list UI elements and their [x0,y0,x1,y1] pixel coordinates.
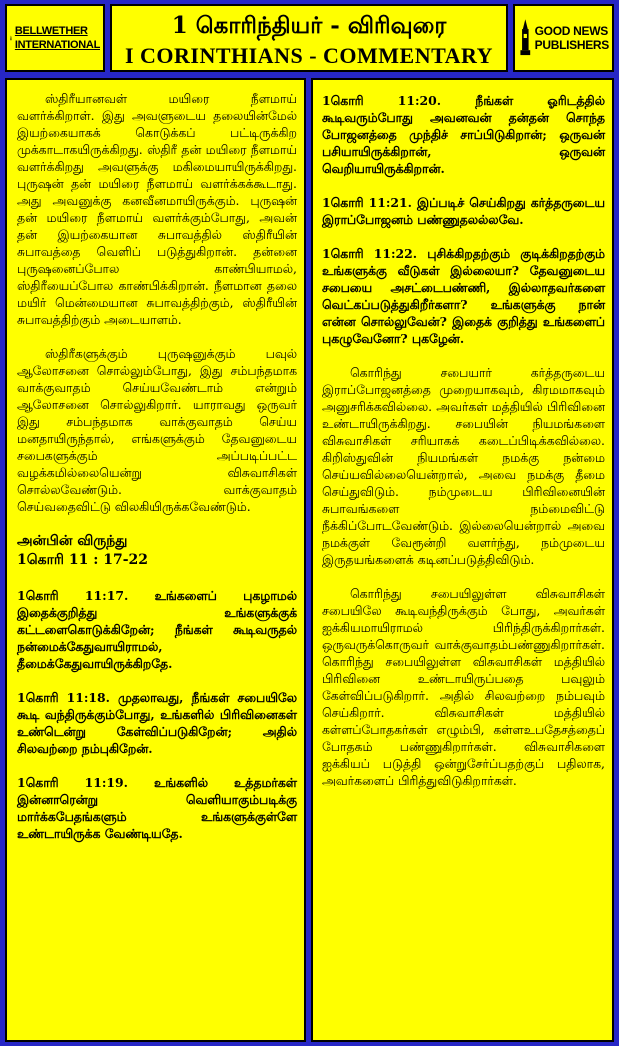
right-column [311,78,614,1042]
verse-text: 1கொரி 11:20. நீங்கள் ஓரிடத்தில் கூடிவரும்போது அவனவன் தன்தன் சொந்த போஜனத்தை முந்திச் சாப்பிடுகிறான்; ஒருவன் பசியாயிருக்கிறான், ஒருவன் வெறியாயிருக்கிறான். [322,93,605,176]
tower-icon [518,13,533,63]
commentary-paragraph: ஸ்திரீகளுக்கும் புருஷனுக்கும் பவுல் ஆலோசனை சொல்லும்போது, இது சம்பந்தமாக வாக்குவாதம் செய்யவேண்டாம் என்றும் ஆலோசனை சொல்லுகிறார். யாராவது ஒருவர் இது சம்பந்தமாக வாக்குவாதம் செய்ய மனதாயிருந்தால், எங்களுக்கும் தேவனுடைய சபைகளுக்கும் அப்படிப்பட்ட வழக்கமில்லையென்று விசுவாசிகள் சொல்லவேண்டும். வாக்குவாதம் செய்வதைவிட்டு விலகியிருக்கவேண்டும். [17,346,297,514]
logo-left-line1: BELLWETHER [14,25,88,37]
page-title-tamil: 1 கொரிந்தியர் - விரிவுரை [171,12,447,39]
logo-good-news [513,4,614,72]
logo-left-line2: INTERNATIONAL [14,39,100,51]
logo-right-line2: PUBLISHERS [534,38,609,52]
commentary-paragraph: கொரிந்து சபையார் கர்த்தருடைய இராப்போஜனத்தை முறையாகவும், கிரமமாகவும் அனுசரிக்கவில்லை. அவர்கள் மத்தியில் பிரிவினை உண்டாயிருக்கிறது. சபையின் நியமங்களை விசுவாசிகள் சரியாகக் கடைப்பிடிக்கவில்லை. கிறிஸ்துவின் நியமங்கள் நமக்கு நன்மை செய்யவில்லையென்றால், அவை நமக்கு தீமை செய்துவிடும். நம்முடைய பிரிவினையின் சுபாவங்களை நம்மைவிட்டு நீக்கிப்போடவேண்டும். இல்லையென்றால் அவை நமக்குள் வேரூன்றி வளர்ந்து, நம்முடைய இருதயங்களைக் கடினப்படுத்திவிடும். [322,365,605,567]
verse-text: 1கொரி 11:21. இப்படிச் செய்கிறது கர்த்தருடைய இராப்போஜனம் பண்ணுதலல்லவே. [322,195,605,227]
commentary-paragraph: கொரிந்து சபையிலுள்ள விசுவாசிகள் சபையிலே கூடிவந்திருக்கும் போது, அவர்கள் ஐக்கியமாயிராமல் பிரிந்திருக்கிறார்கள். ஒருவருக்கொருவர் வாக்குவாதம்பண்ணுகிறார்கள். கொரிந்து சபையிலுள்ள விசுவாசிகள் மத்தியில் பிரிவினை உண்டாயிருப்பதை பவுலும் கேள்விப்படுகிறார். அதில் சிலவற்றை நம்பவும் செய்கிறார். விசுவாசிகள் மத்தியில் கள்ளப்போதகர்கள் எழும்பி, கள்ளஉபதேசத்தைப் போதகம் பண்ணுகிறார்கள். விசுவாசிகளை ஐக்கியப் படுத்தி ஒன்றுசேர்ப்பதற்குப் பதிலாக, அவர்களைப் பிரித்துவிடுகிறார்கள். [322,586,605,788]
verse-text: 1கொரி 11:18. முதலாவது, நீங்கள் சபையிலே கூடி வந்திருக்கும்போது, உங்களில் பிரிவினைகள் உண்டென்று கேள்விப்படுகிறேன்; அதில் சிலவற்றை நம்புகிறேன். [17,690,297,756]
logo-bellwether [5,4,105,72]
verse-text: 1கொரி 11:17. உங்களைப் புகழாமல் இதைக்குறித்து உங்களுக்குக் கட்டளைகொடுக்கிறேன்; நீங்கள் கூடிவருதல் நன்மைக்கேதுவாயிராமல், தீமைக்கேதுவாயிருக்கிறதே. [17,588,297,671]
verse-text: 1கொரி 11:22. புசிக்கிறதற்கும் குடிக்கிறதற்கும் உங்களுக்கு வீடுகள் இல்லையா? தேவனுடைய சபையை அசட்டைபண்ணி, இல்லாதவர்களை வெட்கப்படுத்துகிறீர்களா? உங்களுக்கு நான் என்ன சொல்லுவேன்? இதைக் குறித்து உங்களைப் புகழுவேனோ? புகழேன். [322,246,605,346]
title-banner [110,4,508,72]
section-heading: அன்பின் விருந்து [17,533,128,549]
verse-text: 1கொரி 11:19. உங்களில் உத்தமர்கள் இன்னாரென்று வெளியாகும்படிக்கு மார்க்கபேதங்களும் உங்களுக்குள்ளே உண்டாயிருக்க வேண்டியதே. [17,775,297,841]
logo-right-line1: GOOD NEWS [534,24,608,38]
left-column [5,78,306,1042]
commentary-paragraph: ஸ்திரீயானவள் மயிரை நீளமாய் வளர்க்கிறாள். இது அவளுடைய தலையின்மேல் இயற்கையாகக் கொடுக்கப் பட்டிருக்கிற முக்காடாகயிருக்கிறது. ஸ்திரீ தன் மயிரை நீளமாய் வளர்க்கிறது அவளுக்கு மகிமையாயிருக்கிறது. புருஷன் தன் மயிரை நீளமாய் வளர்க்கக்கூடாது. அது அவனுக்கு கனவீனமாயிருக்கும். புருஷன் தன் மயிரை நீளமாய் வளர்க்கும்போது, அவன் தன் இயற்கையான சுபாவத்தில் ஸ்திரீயின் சுபாவத்தை வெளிப் படுத்துகிறான். தன்னை புருஷனைப்போல காண்பியாமல், ஸ்திரீயைப்போல காண்பிக்கிறான். நீளமான தலை மயிர் மென்மையான சுபாவத்திற்கும், ஸ்திரீயின் சுபாவத்திற்கும் அடையாளம். [17,91,297,327]
section-reference: 1கொரி 11 : 17-22 [17,552,149,568]
tower-icon [10,13,12,63]
page-title-english: I CORINTHIANS - COMMENTARY [124,43,494,68]
